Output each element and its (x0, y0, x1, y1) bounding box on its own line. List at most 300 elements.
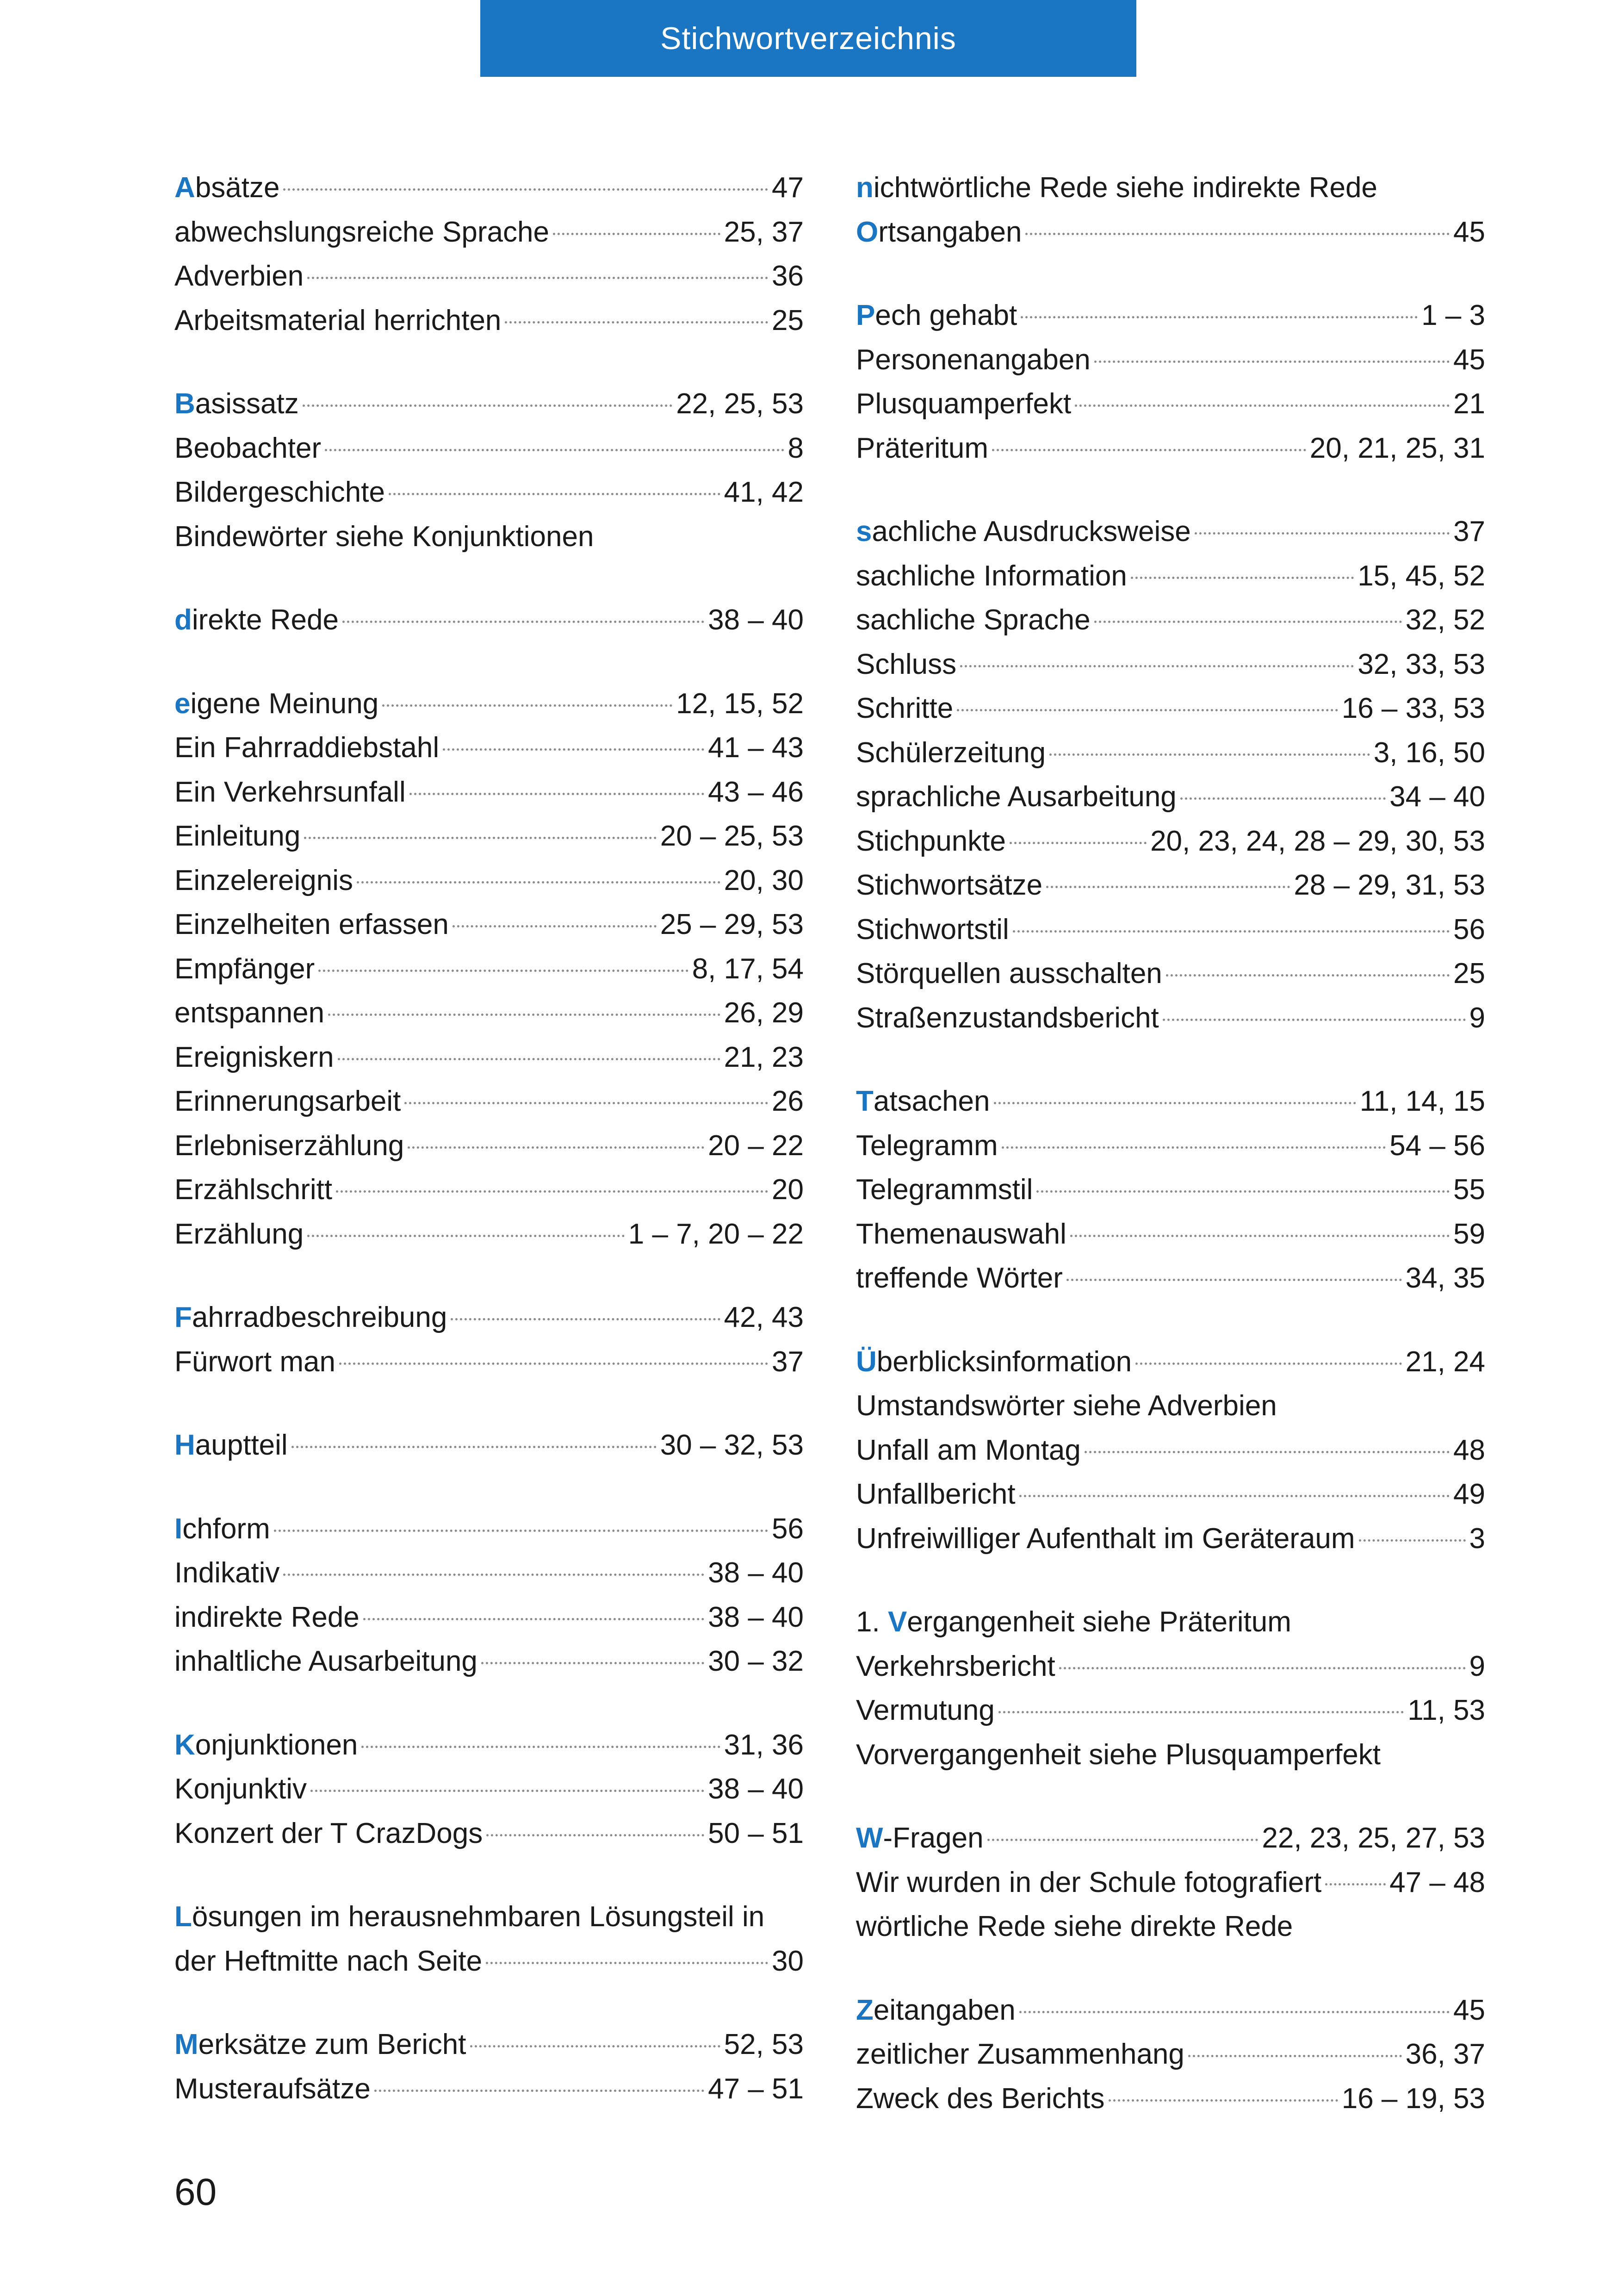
dot-leader (338, 1058, 720, 1060)
dot-leader (1135, 1363, 1401, 1365)
index-entry (856, 1168, 1485, 1212)
index-term (174, 770, 406, 815)
index-entry (856, 1472, 1485, 1517)
dot-leader (342, 621, 704, 623)
page-reference: 43 – 46 (708, 776, 804, 808)
term-text: ösungen im herausnehmbaren Lösungsteil in (192, 1901, 765, 1933)
term-text: Schülerzeitung (856, 736, 1046, 769)
page-reference: 42, 43 (724, 1301, 804, 1333)
page-reference: 20 – 22 (708, 1129, 804, 1162)
index-entry (174, 2067, 804, 2111)
page-reference: 52, 53 (724, 2028, 804, 2060)
term-text: abwechslungsreiche Sprache (174, 216, 549, 248)
term-text: achliche Ausdrucksweise (872, 516, 1191, 548)
group-spacer (174, 642, 804, 682)
index-entry (174, 1595, 804, 1640)
page-reference: 12, 15, 52 (676, 687, 804, 720)
dot-leader (1131, 577, 1354, 579)
index-term (174, 2067, 371, 2111)
dot-leader (1046, 886, 1290, 888)
index-entry (174, 682, 804, 726)
index-term (856, 996, 1159, 1040)
page-reference: 32, 33, 53 (1358, 648, 1485, 680)
term-text: sachliche Information (856, 560, 1127, 592)
dot-leader (357, 881, 720, 884)
term-text: Stichwortstil (856, 913, 1009, 946)
index-entry (856, 908, 1485, 952)
index-entry (856, 1860, 1485, 1905)
page-reference: 9 (1469, 1002, 1485, 1034)
index-entry (174, 1295, 804, 1340)
term-text: Störquellen ausschalten (856, 958, 1162, 989)
page-reference: 56 (1453, 913, 1485, 946)
page-reference: 59 (1453, 1218, 1485, 1250)
section-title: Stichwortverzeichnis (660, 21, 956, 56)
index-term (856, 426, 988, 471)
page-reference: 11, 14, 15 (1359, 1085, 1485, 1117)
index-term (174, 1723, 358, 1767)
index-column-left (174, 166, 804, 2111)
dot-leader (1059, 1667, 1466, 1669)
index-term (856, 382, 1071, 426)
term-text: Arbeitsmaterial herrichten (174, 304, 502, 336)
term-initial-letter: M (174, 2028, 198, 2060)
page-reference: 38 – 40 (708, 1557, 804, 1589)
dot-leader (274, 1530, 768, 1532)
dot-leader (1036, 1190, 1450, 1193)
page-reference: 38 – 40 (708, 1601, 804, 1633)
index-entry (174, 515, 804, 559)
index-term (856, 1600, 1291, 1644)
term-text: igene Meinung (190, 687, 379, 720)
dot-leader (1359, 1539, 1466, 1542)
term-text: Unfall am Montag (856, 1434, 1081, 1466)
index-entry (174, 166, 804, 210)
index-term (856, 1212, 1066, 1257)
index-term (856, 2077, 1105, 2121)
group-spacer (174, 1468, 804, 1507)
page-number: 60 (174, 2171, 217, 2213)
group-spacer (174, 1256, 804, 1295)
index-entry (856, 952, 1485, 996)
index-term (174, 1168, 332, 1212)
index-entry (856, 1079, 1485, 1124)
page-reference: 38 – 40 (708, 604, 804, 636)
term-text: Präteritum (856, 432, 988, 464)
index-term (856, 1168, 1033, 1212)
page-reference: 47 (772, 172, 804, 204)
page-reference: 1 – 3 (1421, 299, 1485, 331)
page-reference: 16 – 33, 53 (1341, 692, 1485, 724)
dot-leader (994, 1102, 1356, 1104)
page-reference: 34, 35 (1405, 1262, 1485, 1294)
index-term (174, 1639, 477, 1684)
dot-leader (1019, 2011, 1450, 2013)
dot-leader (325, 449, 784, 451)
dot-leader (957, 709, 1338, 711)
page-reference: 41 – 43 (708, 732, 804, 764)
index-term (174, 1295, 447, 1340)
page-reference: 45 (1453, 1994, 1485, 2026)
page-reference: 21, 23 (724, 1041, 804, 1073)
term-text: Vermutung (856, 1694, 995, 1726)
dot-leader (336, 1190, 768, 1193)
term-initial-letter: L (174, 1901, 192, 1933)
dot-leader (1163, 1019, 1466, 1021)
page-reference: 34 – 40 (1389, 781, 1485, 813)
index-entry (856, 642, 1485, 687)
dot-leader (304, 837, 656, 839)
page-reference: 56 (772, 1512, 804, 1545)
index-term (856, 1904, 1293, 1949)
index-entry (174, 1895, 804, 1939)
index-entry (856, 510, 1485, 554)
term-text: Indikativ (174, 1557, 280, 1589)
term-text: irekte Rede (192, 604, 339, 636)
index-entry (174, 1124, 804, 1168)
dot-leader (307, 277, 768, 279)
index-entry (856, 1384, 1485, 1428)
index-term (856, 1988, 1016, 2033)
index-term (856, 863, 1042, 908)
index-term (856, 908, 1009, 952)
index-term (174, 1939, 482, 1984)
page-reference: 25 (772, 304, 804, 336)
term-text: onjunktionen (195, 1729, 358, 1761)
index-entry (856, 210, 1485, 255)
index-entry (856, 1340, 1485, 1384)
term-text: Schritte (856, 692, 954, 724)
group-spacer (174, 342, 804, 382)
dot-leader (1019, 1495, 1450, 1497)
group-spacer (856, 470, 1485, 510)
index-term (174, 2022, 466, 2067)
index-term (856, 952, 1162, 996)
index-entry (856, 2032, 1485, 2077)
index-entry (174, 2022, 804, 2067)
index-term (856, 2032, 1184, 2077)
page-reference: 25 – 29, 53 (660, 908, 804, 940)
index-term (856, 210, 1022, 255)
index-term (174, 426, 321, 471)
term-initial-letter: K (174, 1729, 195, 1761)
dot-leader (1010, 842, 1147, 844)
index-entry (174, 382, 804, 426)
page-reference: 20, 23, 24, 28 – 29, 30, 53 (1150, 825, 1485, 857)
index-entry (174, 254, 804, 299)
dot-leader (960, 665, 1354, 667)
dot-leader (361, 1746, 720, 1748)
index-term (856, 1688, 995, 1733)
index-entry (856, 426, 1485, 471)
dot-leader (363, 1618, 704, 1620)
term-text: Umstandswörter siehe Adverbien (856, 1390, 1277, 1422)
page-reference: 22, 25, 53 (676, 388, 804, 420)
index-term (856, 510, 1191, 554)
dot-leader (310, 1790, 704, 1792)
index-entry (174, 299, 804, 343)
index-entry (174, 426, 804, 471)
term-text: Ereigniskern (174, 1041, 334, 1073)
index-entry (174, 947, 804, 991)
dot-leader (1025, 233, 1450, 235)
term-text: Unfreiwilliger Aufenthalt im Geräteraum (856, 1522, 1355, 1555)
dot-leader (987, 1839, 1258, 1841)
index-entry (856, 1428, 1485, 1473)
page-reference: 20, 30 (724, 864, 804, 896)
page-reference: 47 – 51 (708, 2072, 804, 2105)
index-entry (856, 1600, 1485, 1644)
index-entry (856, 775, 1485, 819)
term-initial-letter: T (856, 1085, 874, 1117)
term-text: sachliche Sprache (856, 604, 1091, 636)
term-text: chform (182, 1512, 270, 1545)
index-term (856, 642, 956, 687)
dot-leader (1070, 1235, 1450, 1237)
group-spacer (174, 1384, 804, 1423)
term-initial-letter: W (856, 1822, 883, 1854)
term-text: Stichpunkte (856, 825, 1006, 857)
index-entry (856, 1256, 1485, 1300)
index-entry (856, 598, 1485, 642)
term-text: Einzelheiten erfassen (174, 908, 449, 940)
page-reference: 21 (1453, 388, 1485, 420)
index-term (174, 299, 501, 343)
page-reference: 9 (1469, 1650, 1485, 1682)
page-reference: 54 – 56 (1389, 1129, 1485, 1162)
dot-leader (374, 2090, 704, 2092)
term-text: Einzelereignis (174, 864, 353, 896)
page-reference: 36, 37 (1405, 2038, 1485, 2070)
term-text: Ein Verkehrsunfall (174, 776, 406, 808)
index-term (174, 1767, 307, 1811)
page-reference: 21, 24 (1405, 1345, 1485, 1378)
page-reference: 20, 21, 25, 31 (1309, 432, 1485, 464)
term-initial-letter: V (887, 1606, 907, 1638)
dot-leader (1325, 1883, 1386, 1885)
index-entry (174, 1723, 804, 1767)
index-term (174, 859, 353, 903)
term-text: Adverbien (174, 260, 304, 292)
term-text: atsachen (873, 1085, 990, 1117)
page-reference: 55 (1453, 1174, 1485, 1206)
index-term (174, 902, 449, 947)
term-text: Zweck des Berichts (856, 2082, 1105, 2115)
dot-leader (404, 1102, 768, 1104)
page-reference: 8, 17, 54 (692, 952, 804, 985)
term-text: Wir wurden in der Schule fotografiert (856, 1866, 1322, 1898)
index-entry (856, 1644, 1485, 1689)
page-reference: 30 – 32 (708, 1645, 804, 1677)
index-term (174, 1895, 764, 1939)
term-text: asissatz (195, 388, 299, 420)
dot-leader (1195, 532, 1450, 535)
index-term (856, 1256, 1063, 1300)
dot-leader (486, 1834, 704, 1836)
page-reference: 26 (772, 1085, 804, 1117)
index-entry (174, 1079, 804, 1124)
term-text: Stichwortsätze (856, 869, 1043, 901)
index-term (174, 1423, 288, 1468)
index-entry (856, 382, 1485, 426)
page-reference: 45 (1453, 216, 1485, 248)
term-text: Bildergeschichte (174, 476, 385, 508)
index-term (174, 1551, 279, 1595)
dot-leader (451, 1318, 720, 1320)
page-reference: 3 (1469, 1522, 1485, 1555)
term-text: ergangenheit siehe Präteritum (907, 1606, 1291, 1638)
index-entry (856, 863, 1485, 908)
index-entry (174, 1340, 804, 1384)
index-entry (174, 814, 804, 859)
page-reference: 31, 36 (724, 1729, 804, 1761)
index-entry (856, 1688, 1485, 1733)
term-initial-letter: n (856, 172, 874, 204)
index-entry (174, 1168, 804, 1212)
index-entry (174, 1551, 804, 1595)
dot-leader (992, 449, 1306, 451)
page-reference: 26, 29 (724, 997, 804, 1029)
page-reference: 16 – 19, 53 (1341, 2082, 1485, 2115)
page-reference: 20 – 25, 53 (660, 820, 804, 852)
dot-leader (339, 1363, 768, 1365)
dot-leader (1075, 404, 1450, 407)
index-term (174, 1811, 483, 1856)
term-text: Erlebniserzählung (174, 1129, 404, 1162)
term-initial-letter: e (174, 687, 191, 720)
index-term (856, 1079, 990, 1124)
page-reference: 49 (1453, 1478, 1485, 1510)
page-reference: 3, 16, 50 (1373, 736, 1485, 769)
page-reference: 50 – 51 (708, 1817, 804, 1849)
dot-leader (303, 404, 672, 407)
dot-leader (486, 1962, 768, 1964)
index-entry (174, 1212, 804, 1257)
index-entry (174, 1767, 804, 1811)
term-text: bsätze (195, 172, 280, 204)
group-spacer (856, 1040, 1485, 1079)
dot-leader (1085, 1451, 1450, 1453)
term-text: Einleitung (174, 820, 301, 852)
term-text: inhaltliche Ausarbeitung (174, 1645, 477, 1677)
page-reference: 38 – 40 (708, 1773, 804, 1805)
term-text: Ein Fahrraddiebstahl (174, 732, 440, 764)
index-term (856, 1384, 1277, 1428)
dot-leader (505, 321, 768, 324)
index-entry (856, 996, 1485, 1040)
term-initial-letter: B (174, 388, 195, 420)
index-entry (174, 1507, 804, 1551)
index-column-right (856, 166, 1485, 2121)
term-text: Unfallbericht (856, 1478, 1016, 1510)
index-term (174, 1035, 334, 1080)
dot-leader (443, 748, 704, 751)
index-term (174, 598, 339, 642)
index-entry (856, 1816, 1485, 1860)
index-term (174, 814, 300, 859)
index-term (856, 1517, 1355, 1561)
page-reference: 25 (1453, 958, 1485, 989)
term-text: Empfänger (174, 952, 315, 985)
index-term (174, 1507, 270, 1551)
term-text: Verkehrsbericht (856, 1650, 1055, 1682)
index-term (856, 1472, 1016, 1517)
index-term (856, 1733, 1381, 1777)
index-entry (856, 1733, 1485, 1777)
dot-leader (318, 970, 688, 972)
index-term (174, 1595, 360, 1640)
group-spacer (856, 1561, 1485, 1600)
term-text: zeitlicher Zusammenhang (856, 2038, 1184, 2070)
group-spacer (856, 254, 1485, 293)
page-reference: 20 (772, 1174, 804, 1206)
group-spacer (856, 1949, 1485, 1988)
term-text: Fürwort man (174, 1345, 335, 1378)
group-spacer (174, 1983, 804, 2022)
page-reference: 36 (772, 260, 804, 292)
term-text: sprachliche Ausarbeitung (856, 781, 1177, 813)
term-text: Personenangaben (856, 343, 1091, 376)
index-entry (174, 770, 804, 815)
index-term (856, 819, 1006, 864)
index-entry (856, 2077, 1485, 2121)
index-entry (856, 554, 1485, 598)
term-text: ech gehabt (875, 299, 1017, 331)
term-text: Konjunktiv (174, 1773, 307, 1805)
term-text: Plusquamperfekt (856, 388, 1072, 420)
index-term (856, 686, 953, 731)
index-entry (174, 1639, 804, 1684)
term-initial-letter: s (856, 516, 872, 548)
index-entry (856, 1124, 1485, 1168)
page-reference: 28 – 29, 31, 53 (1294, 869, 1485, 901)
page-reference: 15, 45, 52 (1358, 560, 1485, 592)
term-text: treffende Wörter (856, 1262, 1063, 1294)
term-text: indirekte Rede (174, 1601, 360, 1633)
index-term (174, 1124, 404, 1168)
index-term (174, 515, 594, 559)
index-term (174, 1340, 335, 1384)
term-text: Straßenzustandsbericht (856, 1002, 1159, 1034)
term-text: Telegrammstil (856, 1174, 1033, 1206)
page-reference: 30 (772, 1945, 804, 1977)
term-text: Themenauswahl (856, 1218, 1066, 1250)
group-spacer (856, 1300, 1485, 1340)
term-text: der Heftmitte nach Seite (174, 1945, 483, 1977)
index-entry (174, 902, 804, 947)
index-term (174, 382, 299, 426)
term-text: ichtwörtliche Rede siehe indirekte Rede (873, 172, 1377, 204)
term-text: Beobachter (174, 432, 322, 464)
group-spacer (174, 1684, 804, 1723)
index-term (174, 166, 279, 210)
term-text: eitangaben (873, 1994, 1016, 2026)
index-term (856, 554, 1127, 598)
index-term (856, 166, 1377, 210)
page-reference: 47 – 48 (1389, 1866, 1485, 1898)
dot-leader (1002, 1146, 1386, 1149)
index-term (174, 947, 315, 991)
index-entry (174, 1811, 804, 1856)
index-entry (856, 1212, 1485, 1257)
index-term (174, 682, 378, 726)
term-text: auptteil (195, 1429, 288, 1461)
term-text: berblicksinformation (876, 1345, 1132, 1378)
page-reference: 41, 42 (724, 476, 804, 508)
dot-leader (408, 1146, 704, 1149)
dot-leader (1109, 2099, 1338, 2102)
term-text: Erinnerungsarbeit (174, 1085, 401, 1117)
